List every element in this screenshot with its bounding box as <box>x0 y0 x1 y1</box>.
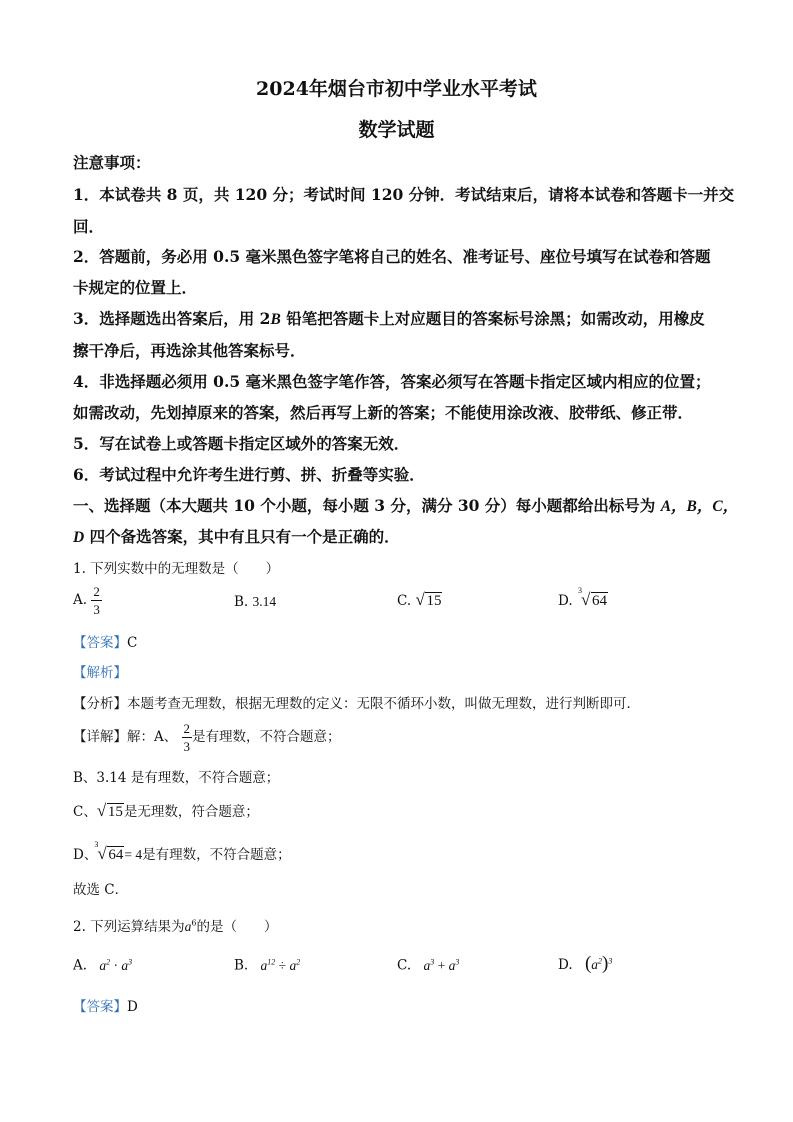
radicand: 64 <box>108 847 124 863</box>
notice-line-4: 4．非选择题必须用 0.5 毫米黑色签字笔作答，答案必须写在答题卡指定区域内相应的位置； <box>73 372 711 391</box>
notice-line-1-cont: 回． <box>73 217 105 236</box>
detail-text: C、 <box>73 804 97 820</box>
q1-stem: 1. 下列实数中的无理数是（ ） <box>73 561 280 577</box>
exponent: 3 <box>430 957 435 966</box>
detail-text: 是有理数，不符合题意； <box>192 729 341 745</box>
option-label: A. <box>73 957 88 974</box>
option-label: D. <box>558 957 573 973</box>
exponent: 2 <box>106 957 111 966</box>
fraction-numerator: 2 <box>183 721 191 736</box>
exponent: 3 <box>128 957 133 966</box>
exponent: 12 <box>267 957 276 966</box>
detail-text: 解：A、 <box>127 729 178 745</box>
notice-line-3 <box>73 307 705 329</box>
option-label: B. <box>234 957 249 974</box>
fraction-denominator: 3 <box>183 739 191 754</box>
radicand: 15 <box>107 804 123 820</box>
q1-option-d <box>558 586 608 610</box>
exam-title: 2024年烟台市初中学业水平考试 <box>256 78 537 100</box>
option-label: C. <box>397 957 412 974</box>
notice-line-3-cont: 擦干净后，再选涂其他答案标号． <box>73 341 306 360</box>
q1-conclusion: 故选 C． <box>73 882 129 898</box>
radical-sign-icon: √ <box>97 844 107 863</box>
notice-line-3-a: 3．选择题选出答案后，用 2 <box>73 309 271 328</box>
q1-fenxi <box>73 692 640 712</box>
radicand: 64 <box>591 593 607 609</box>
q1-answer <box>73 631 137 651</box>
detail-text: 是无理数，符合题意； <box>123 804 259 820</box>
q1-detail-d <box>73 840 291 864</box>
notice-line-3-b: 铅笔把答题卡上对应题目的答案标号涂黑；如需改动，用橡皮 <box>286 309 705 328</box>
exam-subtitle: 数学试题 <box>358 119 435 141</box>
radical-sign-icon: √ <box>96 801 107 820</box>
section-text-2: 四个备选答案，其中有且只有一个是正确的． <box>84 527 400 546</box>
exponent: 2 <box>296 957 301 966</box>
option-value: 3.14 <box>252 594 277 609</box>
q1-detail-b: B、3.14 是有理数，不符合题意； <box>73 770 280 786</box>
notice-line-1: 1．本试卷共 8 页，共 120 分；考试时间 120 分钟．考试结束后，请将本试卷和答题卡一并交 <box>73 185 735 204</box>
q2-option-c <box>397 957 459 974</box>
q2-option-b <box>234 957 300 974</box>
exponent: 2 <box>598 956 603 966</box>
answer-tag: 【答案】 <box>73 999 127 1015</box>
q2-stem <box>73 915 278 935</box>
detail-text: 是有理数，不符合题意； <box>142 847 291 863</box>
fraction-numerator: 2 <box>93 584 100 599</box>
expression: $(a^2)^3$ <box>584 953 613 974</box>
answer-tag: 【答案】 <box>73 635 127 651</box>
section-letter-d: D <box>73 529 85 546</box>
cube-root <box>577 586 608 610</box>
q2-answer <box>73 995 138 1015</box>
notice-heading: 注意事项： <box>73 153 151 172</box>
q1-option-c <box>397 592 442 610</box>
fraction <box>182 722 193 753</box>
option-label: D. <box>558 593 573 609</box>
equation: = 4 <box>124 847 143 862</box>
q2-option-a <box>73 957 132 974</box>
option-label: A. <box>73 592 88 608</box>
section-heading-line1 <box>73 494 738 516</box>
notice-line-2-cont: 卡规定的位置上． <box>73 278 198 297</box>
q1-option-b <box>234 594 276 610</box>
fraction-denominator: 3 <box>93 602 100 617</box>
root-index: 3 <box>577 586 582 595</box>
stem-text: 2. 下列运算结果为 <box>73 919 185 935</box>
cube-root <box>94 840 124 864</box>
section-text: 一、选择题（本大题共 10 个小题，每小题 3 分，满分 30 分）每小题都给出标号为 <box>73 496 656 515</box>
fraction <box>91 585 102 616</box>
detail-text: D、 <box>73 847 98 863</box>
root-index: 3 <box>94 840 99 849</box>
expression: $a^2 \cdot a^3$ <box>99 957 133 973</box>
q1-analysis-tag: 【解析】 <box>73 665 127 681</box>
detail-tag: 【详解】 <box>73 729 127 745</box>
radical-sign-icon: √ <box>415 590 425 609</box>
notice-line-4-cont: 如需改动，先划掉原来的答案，然后再写上新的答案；不能使用涂改液、胶带纸、修正带． <box>73 403 694 422</box>
math-var: a <box>184 919 192 934</box>
expression: $a^3 + a^3$ <box>423 957 460 973</box>
q1-option-a <box>73 585 102 616</box>
fenxi-text: 本题考查无理数，根据无理数的定义：无限不循环小数，叫做无理数，进行判断即可． <box>127 696 640 712</box>
notice-line-2: 2．答题前，务必用 0.5 毫米黑色签字笔将自己的姓名、准考证号、座位号填写在试卷和答题 <box>73 247 711 266</box>
exponent: 3 <box>455 957 460 966</box>
radical-sign-icon: √ <box>580 590 591 609</box>
notice-line-6: 6．考试过程中允许考生进行剪、拼、折叠等实验． <box>73 465 425 484</box>
answer-value: D <box>127 999 138 1015</box>
square-root <box>415 592 442 610</box>
expression: $a^{12} \div a^2$ <box>260 957 301 973</box>
section-letters: A，B，C， <box>660 498 739 515</box>
square-root <box>97 803 124 821</box>
stem-text: 的是（ ） <box>196 919 278 935</box>
exponent: 3 <box>608 956 613 966</box>
q1-detail-c <box>73 800 259 821</box>
notice-b-letter: B <box>270 311 281 328</box>
option-label: B. <box>234 594 249 610</box>
exponent: 6 <box>191 918 197 928</box>
q2-option-d <box>558 953 612 975</box>
option-label: C. <box>397 593 412 609</box>
answer-value: C <box>127 635 138 651</box>
notice-line-5: 5．写在试卷上或答题卡指定区域外的答案无效． <box>73 434 410 453</box>
fenxi-tag: 【分析】 <box>73 696 127 712</box>
q1-detail-a <box>73 722 341 753</box>
section-heading-line2 <box>73 525 400 547</box>
radicand: 15 <box>426 593 442 609</box>
